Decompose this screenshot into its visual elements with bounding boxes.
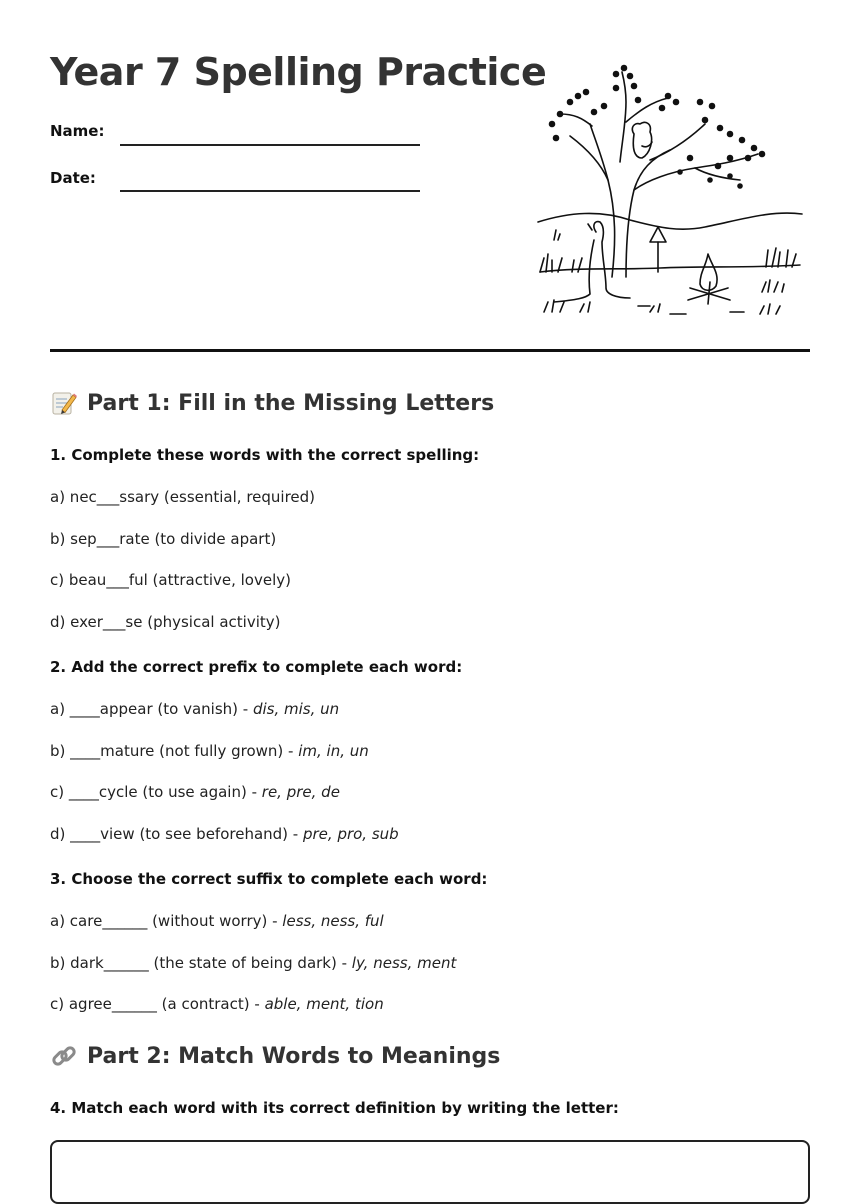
- question-2-item-d: [50, 825, 399, 843]
- question-3-item-a: [50, 912, 384, 930]
- name-label: Name:: [50, 122, 105, 140]
- question-1-item-d: d) exer___se (physical activity): [50, 613, 281, 631]
- item-options: able, ment, tion: [264, 995, 384, 1013]
- question-1-heading: 1. Complete these words with the correct spelling:: [50, 446, 480, 464]
- australian-bush-scene-illustration: [530, 62, 810, 324]
- question-1-item-a: a) nec___ssary (essential, required): [50, 488, 316, 506]
- item-text: c) agree______ (a contract) -: [50, 995, 265, 1013]
- question-1-item-c: c) beau___ful (attractive, lovely): [50, 571, 291, 589]
- item-options: re, pre, de: [261, 783, 340, 801]
- item-text: b) dark______ (the state of being dark) -: [50, 954, 352, 972]
- name-field[interactable]: [120, 144, 420, 146]
- part2-title: [50, 1042, 500, 1070]
- item-text: a) ____appear (to vanish) -: [50, 700, 253, 718]
- item-options: pre, pro, sub: [302, 825, 399, 843]
- item-text: c) ____cycle (to use again) -: [50, 783, 262, 801]
- question-3-heading: 3. Choose the correct suffix to complete each word:: [50, 870, 488, 888]
- question-3-item-b: [50, 954, 456, 972]
- part1-title: [50, 389, 494, 417]
- link-icon: [50, 1042, 78, 1070]
- header-divider: [50, 349, 810, 352]
- page-title: Year 7 Spelling Practice: [50, 50, 547, 94]
- question-4-heading: 4. Match each word with its correct definition by writing the letter:: [50, 1099, 619, 1117]
- date-field[interactable]: [120, 190, 420, 192]
- question-2-item-a: [50, 700, 339, 718]
- item-text: d) ____view (to see beforehand) -: [50, 825, 303, 843]
- matching-table-box: [50, 1140, 810, 1204]
- item-options: dis, mis, un: [252, 700, 340, 718]
- item-text: b) ____mature (not fully grown) -: [50, 742, 299, 760]
- memo-pencil-icon: [50, 389, 78, 417]
- question-2-item-b: [50, 742, 369, 760]
- question-2-heading: 2. Add the correct prefix to complete each word:: [50, 658, 463, 676]
- date-label: Date:: [50, 169, 96, 187]
- item-options: im, in, un: [298, 742, 369, 760]
- question-2-item-c: [50, 783, 340, 801]
- part2-title-text: Part 2: Match Words to Meanings: [87, 1043, 501, 1069]
- item-options: ly, ness, ment: [351, 954, 457, 972]
- item-text: a) care______ (without worry) -: [50, 912, 283, 930]
- part1-title-text: Part 1: Fill in the Missing Letters: [87, 390, 495, 416]
- question-1-item-b: b) sep___rate (to divide apart): [50, 530, 277, 548]
- question-3-item-c: [50, 995, 384, 1013]
- item-options: less, ness, ful: [282, 912, 384, 930]
